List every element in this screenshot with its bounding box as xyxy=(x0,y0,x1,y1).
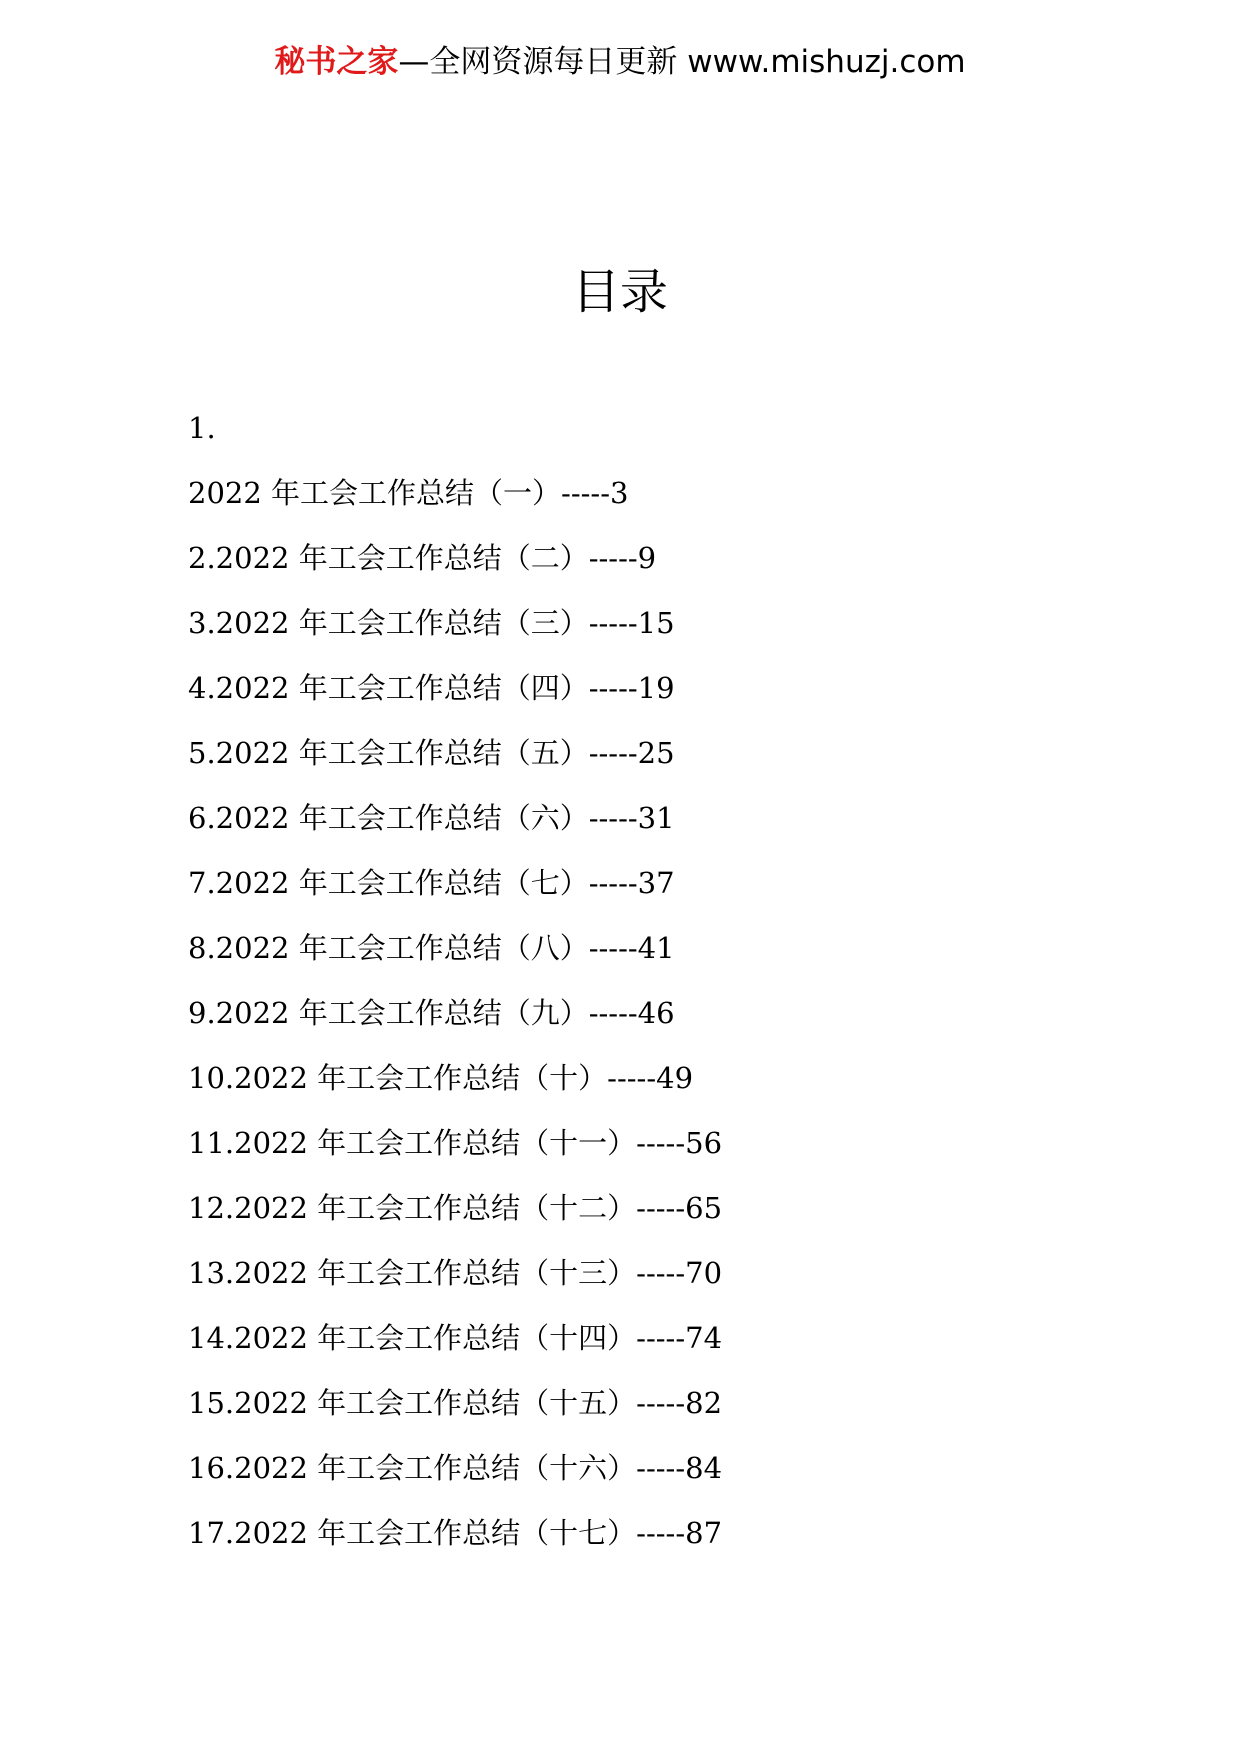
page-title: 目录 xyxy=(571,264,668,320)
toc-line: 15.2022 年工会工作总结（十五）-----82 xyxy=(188,1386,723,1420)
toc-line: 17.2022 年工会工作总结（十七）-----87 xyxy=(188,1516,723,1550)
toc-line: 13.2022 年工会工作总结（十三）-----70 xyxy=(188,1256,723,1290)
toc-line: 4.2022 年工会工作总结（四）-----19 xyxy=(188,671,675,705)
toc-line: 16.2022 年工会工作总结（十六）-----84 xyxy=(188,1451,723,1485)
toc-line: 8.2022 年工会工作总结（八）-----41 xyxy=(188,931,675,965)
toc-line: 3.2022 年工会工作总结（三）-----15 xyxy=(188,606,675,640)
table-of-contents xyxy=(188,396,1088,1566)
toc-line: 2022 年工会工作总结（一）-----3 xyxy=(188,476,629,510)
toc-line: 10.2022 年工会工作总结（十）-----49 xyxy=(188,1061,694,1095)
toc-line: 7.2022 年工会工作总结（七）-----37 xyxy=(188,866,675,900)
toc-line: 12.2022 年工会工作总结（十二）-----65 xyxy=(188,1191,723,1225)
header-tagline: —全网资源每日更新 www.mishuzj.com xyxy=(398,44,966,80)
page-header xyxy=(0,42,1240,82)
toc-line: 6.2022 年工会工作总结（六）-----31 xyxy=(188,801,675,835)
toc-line: 14.2022 年工会工作总结（十四）-----74 xyxy=(188,1321,723,1355)
toc-line: 11.2022 年工会工作总结（十一）-----56 xyxy=(188,1126,723,1160)
brand-name: 秘书之家 xyxy=(274,44,399,80)
toc-line: 9.2022 年工会工作总结（九）-----46 xyxy=(188,996,675,1030)
toc-line: 1. xyxy=(188,411,216,445)
toc-line: 2.2022 年工会工作总结（二）-----9 xyxy=(188,541,657,575)
toc-line: 5.2022 年工会工作总结（五）-----25 xyxy=(188,736,675,770)
